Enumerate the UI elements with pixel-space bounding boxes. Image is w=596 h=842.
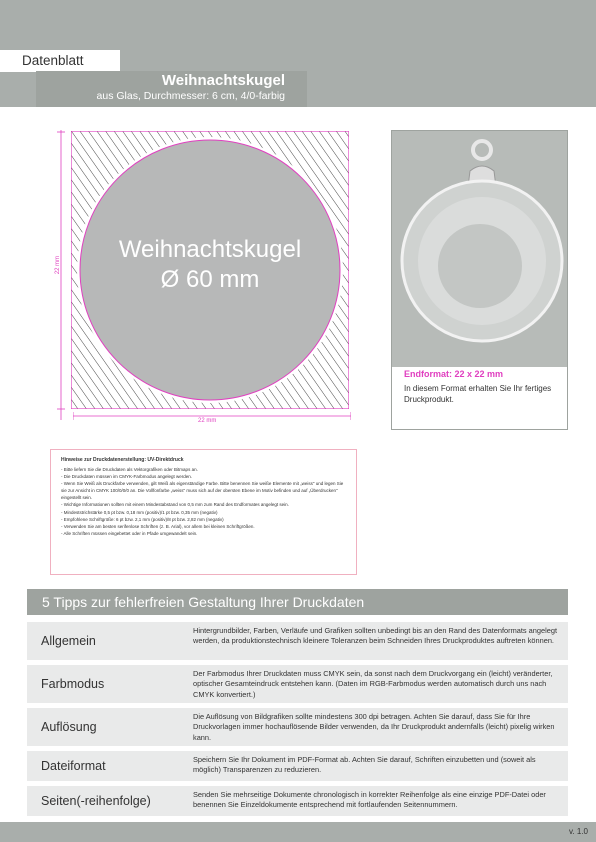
tip-key: Allgemein	[41, 634, 96, 648]
artwork-title	[71, 235, 349, 295]
tip-value: Die Auflösung von Bildgrafiken sollte mindestens 300 dpi betragen. Achten Sie darauf, dass Sie für Ihre Druckvorlagen immer hochauflösende Bilder verwenden, da Ihr Druckprodukt andernfalls (leicht) pixelig wirken kann.	[193, 712, 555, 742]
tip-row-seitenreihenfolge	[27, 786, 568, 816]
list-item: - Mindeststrichstärke 0,5 pt bzw. 0,18 mm (positiv)/1 pt bzw. 0,35 mm (negativ)	[61, 509, 346, 516]
list-item: - Empfohlene Schriftgröße: 6 pt bzw. 2,1 mm (positiv)/8 pt bzw. 2,82 mm (negativ)	[61, 516, 346, 523]
artwork-title-line1: Weihnachtskugel	[118, 236, 302, 263]
tip-row-aufloesung	[27, 708, 568, 746]
hints-title: Hinweise zur Druckdatenerstellung: UV-Direktdruck	[61, 457, 184, 463]
ornament-illustration	[392, 131, 567, 367]
height-dimension-label: 22 mm	[55, 255, 62, 275]
tip-row-allgemein	[27, 622, 568, 660]
product-preview	[391, 130, 568, 430]
list-item: - Bitte liefern Sie die Druckdaten als Vektorgrafiken oder Bitmaps an.	[61, 466, 346, 473]
tip-row-dateiformat	[27, 751, 568, 781]
tips-header: 5 Tipps zur fehlerfreien Gestaltung Ihrer Druckdaten	[27, 589, 568, 615]
tip-key: Auflösung	[41, 720, 97, 734]
endformat-description: In diesem Format erhalten Sie Ihr fertiges Druckprodukt.	[404, 384, 552, 404]
tip-key: Farbmodus	[41, 677, 105, 691]
footer-band	[0, 822, 596, 842]
tip-value: Hintergrundbilder, Farben, Verläufe und Grafiken sollten unbedingt bis an den Rand des Datenformats angelegt werden, da produktionstechnisch kleinere Toleranzen beim Schneiden Ihres Druckproduktes auftreten können.	[193, 626, 558, 646]
print-data-hints	[50, 449, 357, 575]
list-item: - Alle Schriften müssen eingebettet oder in Pfade umgewandelt sein.	[61, 530, 346, 537]
hints-list	[61, 466, 346, 537]
artwork-title-line2: Ø 60 mm	[160, 266, 260, 293]
list-item: - Verwenden Sie am besten serifenlose Schriften (z. B. Arial), vor allem bei kleinen Schriftgrößen.	[61, 523, 346, 530]
tip-value: Senden Sie mehrseitige Dokumente chronologisch in korrekter Reihenfolge als eine einzige PDF-Datei oder benennen Sie Einzeldokumente entsprechend mit fortlaufenden Seitennummern.	[193, 790, 546, 810]
endformat-title: Endformat: 22 x 22 mm	[404, 369, 504, 379]
tip-key: Seiten(-reihenfolge)	[41, 794, 151, 808]
list-item: - Die Druckdaten müssen im CMYK-Farbmodus angelegt werden.	[61, 473, 346, 480]
tip-value: Speichern Sie Ihr Dokument im PDF-Format ab. Achten Sie darauf, Schriften einzubetten und (soweit als möglich) Transparenzen zu reduzieren.	[193, 755, 536, 775]
tip-key: Dateiformat	[41, 759, 106, 773]
width-dimension-label: 22 mm	[198, 418, 217, 424]
title-box	[36, 71, 307, 107]
vertical-dimension-line	[57, 130, 65, 420]
page-subtitle: aus Glas, Durchmesser: 6 cm, 4/0-farbig	[96, 90, 285, 102]
document-label: Datenblatt	[0, 50, 120, 72]
tip-value: Der Farbmodus Ihrer Druckdaten muss CMYK sein, da sonst nach dem Druckvorgang ein (leicht) veränderter, optischer Gesamteindruck entstehen kann. (Daten im RGB-Farbmodus werden automatisch durch uns nach CMYK konvertiert.)	[193, 669, 553, 699]
list-item: - Wenn Sie Weiß als Druckfarbe verwenden, gilt Weiß als eigenständige Farbe. Bitte benennen Sie weiße Elemente mit „weiss" und legen Sie sie zur Ansicht in CMYK 100/0/0/0 an. Die Vollfonfarbe „weiss" muss sich auf der obersten Ebene im Motiv befinden und auf „Überdrucken" eingestellt sein.	[61, 480, 346, 501]
page-title: Weihnachtskugel	[161, 72, 285, 89]
list-item: - Wichtige Informationen sollten mit einem Mindestabstand von 0,5 mm zum Rand des Endformates angelegt sein.	[61, 501, 346, 508]
tip-row-farbmodus	[27, 665, 568, 703]
version-label: v. 1.0	[569, 827, 588, 836]
